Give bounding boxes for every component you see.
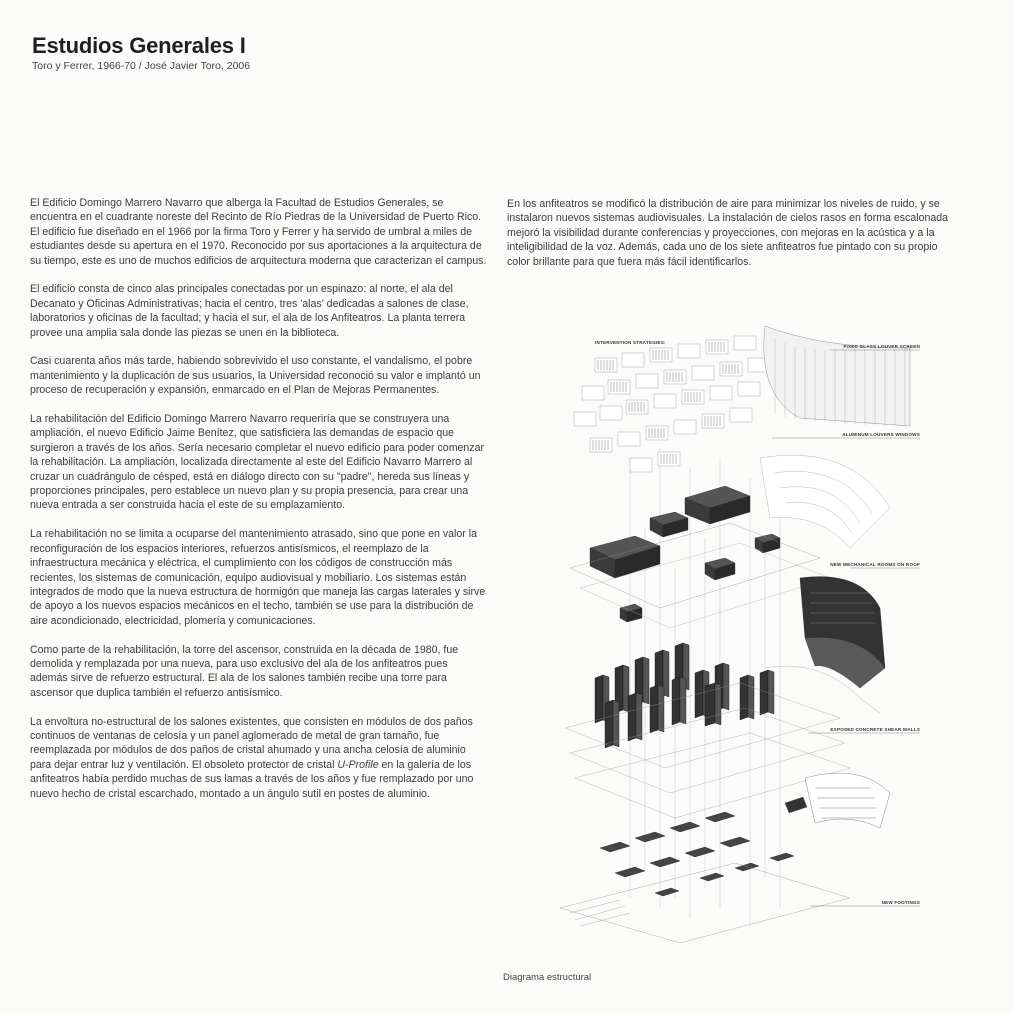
paragraph: La rehabilitación del Edificio Domingo Marrero Navarro requeriría que se construyera una ampliación, el nuevo Edificio Jaime Benítez, que satisficiera las demandas de espacio que surgieron a través de los años. Sería necesario completar el nuevo edificio para poder comenzar la rehabilitación. La ampliación, localizada directamente al este del Edificio Navarro Marrero al cruzar un cuadrángulo de césped, está en diálogo directo con su "padre", hereda sus líneas y proporciones principales, pero establece un nuevo plan y su propia presencia, para crear una nueva entrada a ser construida hacia el este de su emplazamiento.: [30, 413, 485, 512]
label-shear-walls: EXPOSED CONCRETE SHEAR WALLS: [830, 727, 920, 732]
paragraph: Casi cuarenta años más tarde, habiendo sobrevivido el uso constante, el vandalismo, el pobre mantenimiento y la duplicación de sus usuarios, la Universidad reconoció su valor e implantó un proceso de recuperación y expansión, enmarcado en el Plan de Mejoras Permanentes.: [30, 355, 481, 397]
paragraph: En los anfiteatros se modificó la distribución de aire para minimizar los niveles de ruido, y se instalaron nuevos sistemas audiovisuales. La instalación de cielos rasos en forma escalonada mejoró la visibilidad durante conferencias y proyecciones, con mejoras en la acústica y a la inteligibilidad de la voz. Además, cada uno de los siete anfiteatros fue pintado con su propio color brillante para que fuera más fácil identificarlos.: [507, 198, 949, 268]
left-text-column: [30, 196, 488, 815]
paragraph: El Edificio Domingo Marrero Navarro que alberga la Facultad de Estudios Generales, se encuentra en el cuadrante noreste del Recinto de Río Piedras de la Universidad de Puerto Rico. El edificio fue diseñado en el 1966 por la firma Toro y Ferrer y ha servido de umbral a miles de estudiantes desde su apertura en el 1970. Reconocido por sus aportaciones a la arquitectura de su tiempo, este es uno de muchos edificios de arquitectura moderna que caracterizan el campus.: [30, 197, 487, 267]
louver-panels: [574, 336, 770, 472]
concrete-shear-walls: [595, 643, 774, 748]
paragraph: Como parte de la rehabilitación, la torre del ascensor, construida en la década de 1980, fue demolida y remplazada por una nueva, para uso exclusivo del ala de los anfiteatros pues además sirve de refuerzo estructural. El ala de los salones también recibe una torre para ascensor que duplica también el refuerzo antisísmico.: [30, 643, 459, 699]
paragraph: La rehabilitación no se limita a ocuparse del mantenimiento atrasado, sino que pone en valor la reconfiguración de los espacios interiores, refuerzos antisísmicos, el reemplazo de la infraestructura mecánica y eléctrica, el cumplimiento con los códigos de construcción más recientes, los sistemas de comunicación, equipo audiovisual y mobiliario. Los sistemas están integrados de modo que la nueva estructura de hormigón que maneja las cargas laterales y sirve de apoyo a los nuevos espacios mecánicos en el techo, también se use para la distribución de aire acondicionado, electricidad, plomería y comunicaciones.: [30, 528, 486, 627]
page-subtitle: Toro y Ferrer, 1966-70 / José Javier Toro, 2006: [32, 60, 251, 72]
u-profile-term: U-Profile: [337, 758, 379, 771]
glass-louver-screen: [764, 326, 910, 426]
paragraph: El edificio consta de cinco alas principales conectadas por un espinazo: al norte, el ala del Decanato y Oficinas Administrativas; hacia el centro, tres 'alas' dedicadas a salones de clase, laboratorios y oficinas de la facultad; y hacia el sur, el ala de los Anfiteatros. La planta terrera provee una amplia sala donde las piezas se unen en la biblioteca.: [30, 283, 469, 339]
label-fixed-glass: FIXED GLASS LOUVER SCREEN: [843, 344, 920, 349]
label-new-footings: NEW FOOTINGS: [881, 900, 920, 905]
paragraph-part: en la galería de los anfiteatros había perdido muchas de sus lamas a través de los años y fue remplazado por uno nuevo hecho de cristal escarchado, montado a un ángulo sutil en postes de aluminio.: [30, 758, 474, 800]
lower-amphitheater-plan: [785, 773, 890, 828]
paragraph: [30, 715, 488, 801]
amphitheater-volume: [765, 577, 885, 713]
mechanical-room-boxes: [590, 486, 780, 622]
label-aluminum-louvers: ALUMINUM LOUVERS WINDOWS: [842, 432, 920, 437]
paragraph-part: La envoltura no-estructural de los salones existentes, que consisten en módulos de dos paños continuos de ventanas de celosía y un panel aglomerado de metal de gran tamaño, fue reemplazada por módulos de dos paños de cristal ahumado y una ancha celosía de aluminio para dejar entrar luz y ventilación. El obsoleto protector de cristal: [30, 715, 473, 771]
diagram-caption: Diagrama estructural: [503, 972, 592, 983]
right-text-column: [507, 197, 957, 283]
label-mechanical-rooms: NEW MECHANICAL ROOMS ON ROOF: [830, 562, 920, 567]
page-title: Estudios Generales I: [32, 33, 246, 58]
structural-diagram: [560, 308, 940, 948]
amphitheater-plan: [760, 455, 890, 548]
exploded-axonometric-drawing: [560, 326, 920, 943]
label-intervention-strategies: INTERVENTION STRATEGIES:: [595, 340, 666, 345]
